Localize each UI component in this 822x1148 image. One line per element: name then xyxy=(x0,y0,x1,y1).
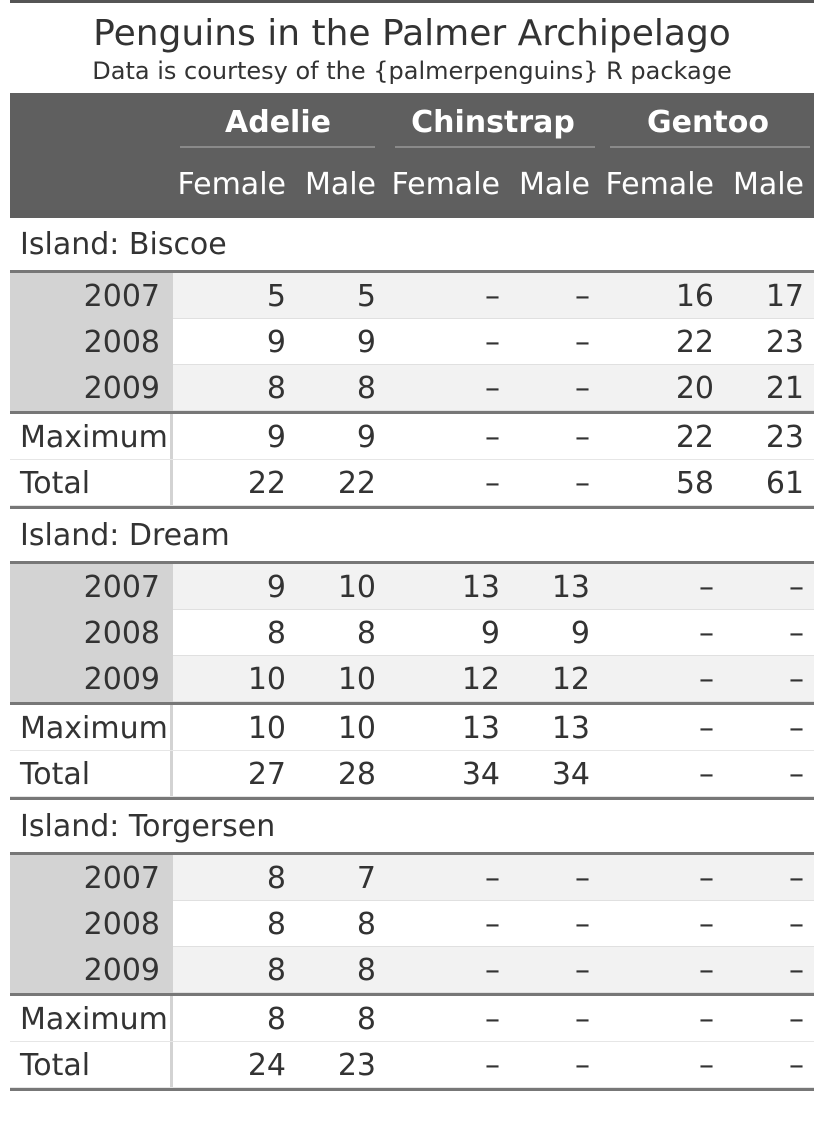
table-cell: – xyxy=(485,1002,500,1037)
row-stub-year: 2009 xyxy=(10,656,170,702)
table-cell: – xyxy=(789,907,804,942)
spanner-line-chinstrap xyxy=(395,146,595,148)
table-subtitle: Data is courtesy of the {palmerpenguins} R package xyxy=(92,57,732,85)
table-cell: – xyxy=(485,279,500,314)
table-cell: 13 xyxy=(551,570,590,605)
table-cell: – xyxy=(575,371,590,406)
table-cell: – xyxy=(485,907,500,942)
table-cell: 58 xyxy=(675,466,714,501)
spanner-line-gentoo xyxy=(610,146,810,148)
table-cell: 10 xyxy=(337,711,376,746)
table-row xyxy=(10,365,814,411)
row-divider xyxy=(10,1087,814,1088)
col-adelie-female: Female xyxy=(177,167,286,202)
row-stub-year: 2007 xyxy=(10,855,170,901)
table-cell: 9 xyxy=(266,420,286,455)
table-cell: 10 xyxy=(247,662,286,697)
col-gentoo-male: Male xyxy=(732,167,804,202)
table-cell: 8 xyxy=(356,1002,376,1037)
stub-border xyxy=(170,996,173,1042)
table-cell: 34 xyxy=(461,757,500,792)
summary-label: Maximum xyxy=(20,420,168,455)
stub-border xyxy=(170,273,173,319)
col-chinstrap-male: Male xyxy=(518,167,590,202)
group-end-rule xyxy=(10,1088,814,1091)
table-cell: 9 xyxy=(356,420,376,455)
table-cell: 12 xyxy=(551,662,590,697)
table-cell: – xyxy=(699,861,714,896)
stub-border xyxy=(170,414,173,460)
table-cell: 13 xyxy=(461,711,500,746)
table-cell: 22 xyxy=(675,325,714,360)
table-cell: – xyxy=(485,371,500,406)
row-divider xyxy=(173,992,814,993)
table-row xyxy=(10,273,814,319)
table-body xyxy=(10,218,814,1091)
spanner-gentoo: Gentoo xyxy=(647,105,769,140)
table-cell: – xyxy=(485,466,500,501)
stub-border xyxy=(170,705,173,751)
table-cell: 22 xyxy=(337,466,376,501)
table-cell: 22 xyxy=(675,420,714,455)
table-cell: – xyxy=(485,420,500,455)
column-header xyxy=(10,93,814,218)
table-cell: – xyxy=(699,570,714,605)
table-cell: – xyxy=(789,953,804,988)
summary-label: Maximum xyxy=(20,711,168,746)
table-cell: – xyxy=(485,1048,500,1083)
table-cell: 7 xyxy=(356,861,376,896)
table-cell: – xyxy=(485,861,500,896)
table-cell: 61 xyxy=(765,466,804,501)
row-divider xyxy=(173,701,814,702)
table-cell: 23 xyxy=(765,325,804,360)
stub-border xyxy=(170,947,173,993)
col-chinstrap-female: Female xyxy=(391,167,500,202)
table-row xyxy=(10,656,814,702)
table-row xyxy=(10,610,814,656)
col-adelie-male: Male xyxy=(304,167,376,202)
table-cell: 27 xyxy=(247,757,286,792)
table-cell: 9 xyxy=(356,325,376,360)
table-row xyxy=(10,947,814,993)
table-cell: – xyxy=(575,466,590,501)
table-cell: 17 xyxy=(765,279,804,314)
table-cell: – xyxy=(699,616,714,651)
table-cell: – xyxy=(699,757,714,792)
table-cell: – xyxy=(789,1048,804,1083)
summary-label: Total xyxy=(20,757,91,792)
summary-row xyxy=(10,414,814,460)
table-cell: 8 xyxy=(356,953,376,988)
group-label: Island: Biscoe xyxy=(20,227,227,262)
table-cell: 34 xyxy=(551,757,590,792)
table-cell: 8 xyxy=(266,861,286,896)
table-cell: 10 xyxy=(337,662,376,697)
table-cell: – xyxy=(485,953,500,988)
spanner-adelie: Adelie xyxy=(225,105,331,140)
row-stub-year: 2007 xyxy=(10,564,170,610)
table-cell: 8 xyxy=(356,371,376,406)
stub-border xyxy=(170,1042,173,1088)
table-cell: 13 xyxy=(551,711,590,746)
table-cell: 5 xyxy=(266,279,286,314)
stub-border xyxy=(170,656,173,702)
stub-border xyxy=(170,564,173,610)
table-cell: 9 xyxy=(266,325,286,360)
table-cell: – xyxy=(699,711,714,746)
summary-label: Total xyxy=(20,466,91,501)
table-cell: 8 xyxy=(356,616,376,651)
table-cell: – xyxy=(575,861,590,896)
table-cell: 9 xyxy=(570,616,590,651)
table-cell: – xyxy=(699,1048,714,1083)
row-stub-year: 2008 xyxy=(10,319,170,365)
group-label: Island: Dream xyxy=(20,518,230,553)
table-cell: 8 xyxy=(266,953,286,988)
table-cell: – xyxy=(575,420,590,455)
stub-border xyxy=(170,855,173,901)
stub-border xyxy=(170,751,173,797)
table-cell: 8 xyxy=(266,907,286,942)
row-stub-year: 2008 xyxy=(10,901,170,947)
table-cell: – xyxy=(789,616,804,651)
table-row xyxy=(10,564,814,610)
row-stub-year: 2007 xyxy=(10,273,170,319)
table-cell: 22 xyxy=(247,466,286,501)
table-cell: 12 xyxy=(461,662,500,697)
table-cell: – xyxy=(789,570,804,605)
table-cell: – xyxy=(575,1048,590,1083)
row-stub-year: 2009 xyxy=(10,947,170,993)
row-divider xyxy=(173,410,814,411)
row-stub-year: 2009 xyxy=(10,365,170,411)
summary-label: Total xyxy=(20,1048,91,1083)
table-cell: 9 xyxy=(480,616,500,651)
row-stub-year: 2008 xyxy=(10,610,170,656)
table-cell: – xyxy=(699,662,714,697)
table-cell: 28 xyxy=(337,757,376,792)
stub-border xyxy=(170,319,173,365)
summary-row xyxy=(10,1042,814,1088)
table-row xyxy=(10,319,814,365)
row-divider xyxy=(10,796,814,797)
table-cell: 8 xyxy=(356,907,376,942)
table-cell: – xyxy=(789,861,804,896)
table-cell: 8 xyxy=(266,371,286,406)
table-cell: – xyxy=(575,907,590,942)
row-divider xyxy=(10,505,814,506)
table-cell: – xyxy=(485,325,500,360)
spanner-chinstrap: Chinstrap xyxy=(411,105,575,140)
table-cell: 10 xyxy=(247,711,286,746)
stub-border xyxy=(170,610,173,656)
penguins-table xyxy=(10,0,814,1091)
summary-row xyxy=(10,460,814,506)
summary-row xyxy=(10,996,814,1042)
table-cell: – xyxy=(699,953,714,988)
table-cell: 13 xyxy=(461,570,500,605)
table-cell: – xyxy=(789,662,804,697)
table-row xyxy=(10,855,814,901)
table-cell: 8 xyxy=(266,1002,286,1037)
col-gentoo-female: Female xyxy=(605,167,714,202)
summary-label: Maximum xyxy=(20,1002,168,1037)
table-cell: – xyxy=(699,907,714,942)
table-cell: 16 xyxy=(675,279,714,314)
table-cell: 5 xyxy=(356,279,376,314)
table-cell: – xyxy=(575,953,590,988)
table-cell: – xyxy=(575,1002,590,1037)
table-cell: – xyxy=(789,757,804,792)
summary-row xyxy=(10,705,814,751)
stub-border xyxy=(170,901,173,947)
summary-row xyxy=(10,751,814,797)
table-row xyxy=(10,901,814,947)
stub-border xyxy=(170,460,173,506)
stub-border xyxy=(170,365,173,411)
table-cell: – xyxy=(699,1002,714,1037)
table-cell: 8 xyxy=(266,616,286,651)
table-title: Penguins in the Palmer Archipelago xyxy=(93,13,731,54)
table-cell: 10 xyxy=(337,570,376,605)
table-cell: – xyxy=(575,279,590,314)
table-cell: – xyxy=(789,1002,804,1037)
table-cell: 24 xyxy=(247,1048,286,1083)
table-cell: 23 xyxy=(765,420,804,455)
table-cell: 20 xyxy=(675,371,714,406)
spanner-line-adelie xyxy=(180,146,375,148)
table-cell: 23 xyxy=(337,1048,376,1083)
group-label: Island: Torgersen xyxy=(20,809,276,844)
table-cell: – xyxy=(789,711,804,746)
table-cell: – xyxy=(575,325,590,360)
table-cell: 21 xyxy=(765,371,804,406)
table-cell: 9 xyxy=(266,570,286,605)
